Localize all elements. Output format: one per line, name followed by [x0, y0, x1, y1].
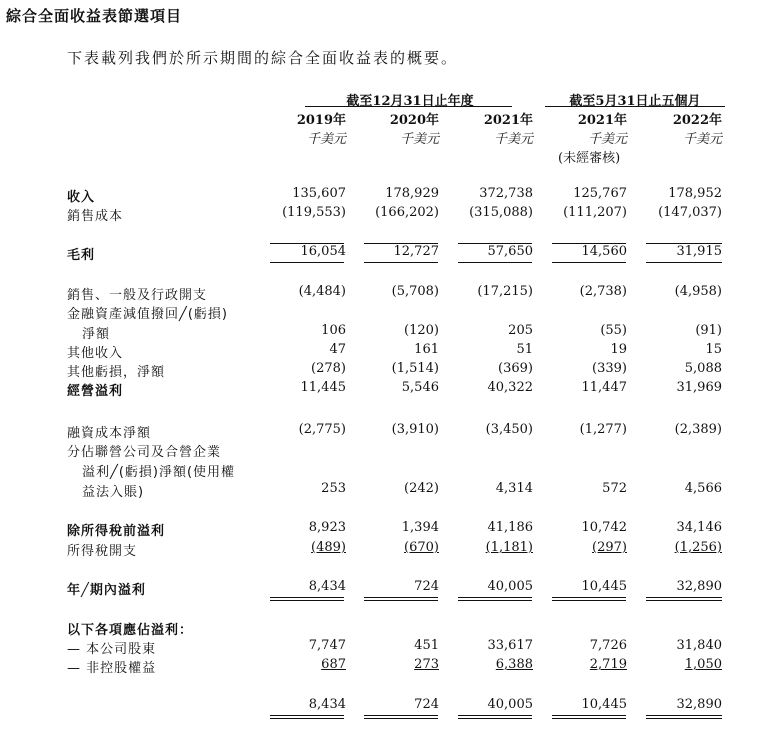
cell: (147,037) — [658, 205, 722, 220]
cell: 178,929 — [385, 186, 439, 201]
row-label: 收入 — [67, 190, 96, 205]
cell: 31,840 — [676, 638, 722, 653]
cell: 16,054 — [300, 244, 346, 259]
cell: 724 — [414, 579, 439, 594]
table-row-nci — [0, 657, 769, 675]
table-row-share-jv — [0, 481, 769, 499]
double-rule — [458, 597, 532, 601]
cell: 32,890 — [676, 697, 722, 712]
cell: 19 — [610, 342, 627, 357]
table-row-impairment — [0, 323, 769, 341]
row-label: 融資成本淨額 — [67, 426, 152, 441]
cell: 178,952 — [668, 186, 722, 201]
cell: 451 — [414, 638, 439, 653]
cell: 33,617 — [487, 638, 533, 653]
group-header-annual: 截至12月31日止年度 — [346, 94, 474, 109]
double-rule — [270, 715, 344, 719]
rule — [552, 243, 626, 244]
col-year-2019: 2019年 — [296, 113, 346, 128]
cell: 57,650 — [487, 244, 533, 259]
cell: (55) — [600, 323, 627, 338]
table-row-cost-of-sales — [0, 205, 769, 223]
double-rule — [646, 715, 722, 719]
double-rule — [364, 597, 438, 601]
cell: 10,445 — [581, 697, 627, 712]
double-rule — [552, 597, 626, 601]
cell: (2,775) — [298, 422, 346, 437]
cell: 135,607 — [292, 186, 346, 201]
rule — [646, 243, 722, 244]
cell: 14,560 — [581, 244, 627, 259]
double-rule — [458, 715, 532, 719]
cell: 6,388 — [495, 657, 533, 672]
cell: 106 — [321, 323, 346, 338]
rule — [270, 243, 344, 244]
cell: 31,915 — [676, 244, 722, 259]
row-label: — 非控股權益 — [67, 661, 157, 676]
col-unit: 千美元 — [306, 132, 346, 147]
table-row-other-losses — [0, 361, 769, 379]
rule — [270, 262, 344, 263]
cell: 40,322 — [487, 380, 533, 395]
col-unit: 千美元 — [682, 132, 722, 147]
row-label: 銷售成本 — [67, 209, 124, 224]
cell: 125,767 — [573, 186, 627, 201]
group-underline-annual — [305, 106, 512, 107]
cell: (2,738) — [579, 284, 627, 299]
cell: (339) — [592, 361, 627, 376]
cell: (1,181) — [485, 540, 533, 555]
section-heading: 綜合全面收益表節選項目 — [6, 7, 183, 25]
cell: (315,088) — [469, 205, 533, 220]
cell: 41,186 — [487, 520, 533, 535]
col-unit: 千美元 — [493, 132, 533, 147]
cell: (5,708) — [391, 284, 439, 299]
cell: (278) — [311, 361, 346, 376]
unaudited-note: (未經審核) — [558, 151, 621, 166]
group-underline-five-month — [545, 106, 725, 107]
rule — [458, 262, 532, 263]
rule — [364, 243, 438, 244]
row-label: 其他收入 — [67, 346, 124, 361]
cell: (2,389) — [674, 422, 722, 437]
cell: 40,005 — [487, 697, 533, 712]
cell: (1,514) — [391, 361, 439, 376]
table-row-gross-profit — [0, 244, 769, 262]
cell: 8,434 — [308, 697, 346, 712]
table-row-owners — [0, 638, 769, 656]
table-row-tax — [0, 540, 769, 558]
row-label: 年╱期內溢利 — [67, 583, 146, 598]
cell: (3,910) — [391, 422, 439, 437]
cell: 34,146 — [676, 520, 722, 535]
col-unit: 千美元 — [399, 132, 439, 147]
intro-text: 下表載列我們於所示期間的綜合全面收益表的概要。 — [67, 49, 459, 67]
cell: 1,050 — [684, 657, 722, 672]
row-label: 金融資產減值撥回╱(虧損) — [67, 307, 228, 322]
cell: (120) — [404, 323, 439, 338]
cell: 161 — [414, 342, 439, 357]
row-label: — 本公司股東 — [67, 642, 157, 657]
cell: 687 — [321, 657, 346, 672]
cell: 273 — [414, 657, 439, 672]
row-label: 其他虧損，淨額 — [67, 365, 166, 380]
col-unit: 千美元 — [587, 132, 627, 147]
cell: (242) — [404, 481, 439, 496]
cell: 372,738 — [479, 186, 533, 201]
cell: 253 — [321, 481, 346, 496]
row-label: 益法入賬) — [82, 485, 145, 500]
cell: (489) — [311, 540, 346, 555]
rule — [458, 243, 532, 244]
group-header-five-month: 截至5月31日止五個月 — [569, 94, 701, 109]
table-row-attributable — [0, 619, 769, 637]
rule — [364, 262, 438, 263]
cell: (369) — [498, 361, 533, 376]
row-label: 淨額 — [82, 327, 111, 342]
cell: (119,553) — [282, 205, 346, 220]
cell: 11,445 — [300, 380, 346, 395]
cell: 5,088 — [684, 361, 722, 376]
cell: 4,566 — [684, 481, 722, 496]
cell: 8,923 — [308, 520, 346, 535]
cell: 15 — [705, 342, 722, 357]
cell: (4,484) — [298, 284, 346, 299]
table-row-sga — [0, 284, 769, 302]
cell: 47 — [329, 342, 346, 357]
cell: (166,202) — [375, 205, 439, 220]
table-row-profit — [0, 579, 769, 597]
row-label: 所得稅開支 — [67, 544, 138, 559]
cell: 2,719 — [589, 657, 627, 672]
cell: (670) — [404, 540, 439, 555]
cell: 4,314 — [495, 481, 533, 496]
row-label: 毛利 — [67, 248, 96, 263]
table-row-total — [0, 697, 769, 715]
table-row-pbt — [0, 520, 769, 538]
cell: (297) — [592, 540, 627, 555]
cell: 1,394 — [401, 520, 439, 535]
cell: 32,890 — [676, 579, 722, 594]
cell: 7,747 — [308, 638, 346, 653]
cell: 205 — [508, 323, 533, 338]
row-label: 以下各項應佔溢利： — [67, 623, 194, 638]
cell: 12,727 — [393, 244, 439, 259]
cell: 7,726 — [589, 638, 627, 653]
cell: (111,207) — [563, 205, 627, 220]
double-rule — [270, 597, 344, 601]
rule — [552, 262, 626, 263]
table-row-finance-cost — [0, 422, 769, 440]
cell: (1,256) — [674, 540, 722, 555]
rule — [646, 262, 722, 263]
cell: (1,277) — [579, 422, 627, 437]
cell: 724 — [414, 697, 439, 712]
col-year-2022: 2022年 — [672, 113, 722, 128]
table-row-operating-profit — [0, 380, 769, 398]
cell: (4,958) — [674, 284, 722, 299]
cell: 10,445 — [581, 579, 627, 594]
cell: 5,546 — [401, 380, 439, 395]
row-label: 分佔聯營公司及合營企業 — [67, 445, 222, 460]
cell: 40,005 — [487, 579, 533, 594]
table-row-revenue — [0, 186, 769, 204]
cell: (17,215) — [477, 284, 533, 299]
col-year-2020: 2020年 — [389, 113, 439, 128]
table-row-share-jv-line1 — [0, 441, 769, 459]
col-year-2021: 2021年 — [483, 113, 533, 128]
row-label: 銷售、一般及行政開支 — [67, 288, 208, 303]
table-row-share-jv-line2 — [0, 461, 769, 479]
table-row-impairment-line1 — [0, 303, 769, 321]
double-rule — [364, 715, 438, 719]
double-rule — [646, 597, 722, 601]
row-label: 除所得稅前溢利 — [67, 524, 166, 539]
cell: 8,434 — [308, 579, 346, 594]
cell: 11,447 — [581, 380, 627, 395]
cell: (3,450) — [485, 422, 533, 437]
row-label: 溢利╱(虧損)淨額(使用權 — [82, 465, 236, 480]
cell: 10,742 — [581, 520, 627, 535]
table-row-other-income — [0, 342, 769, 360]
double-rule — [552, 715, 626, 719]
cell: 572 — [602, 481, 627, 496]
col-year-2021-five-month: 2021年 — [577, 113, 627, 128]
cell: 31,969 — [676, 380, 722, 395]
cell: 51 — [516, 342, 533, 357]
cell: (91) — [695, 323, 722, 338]
row-label: 經營溢利 — [67, 384, 124, 399]
